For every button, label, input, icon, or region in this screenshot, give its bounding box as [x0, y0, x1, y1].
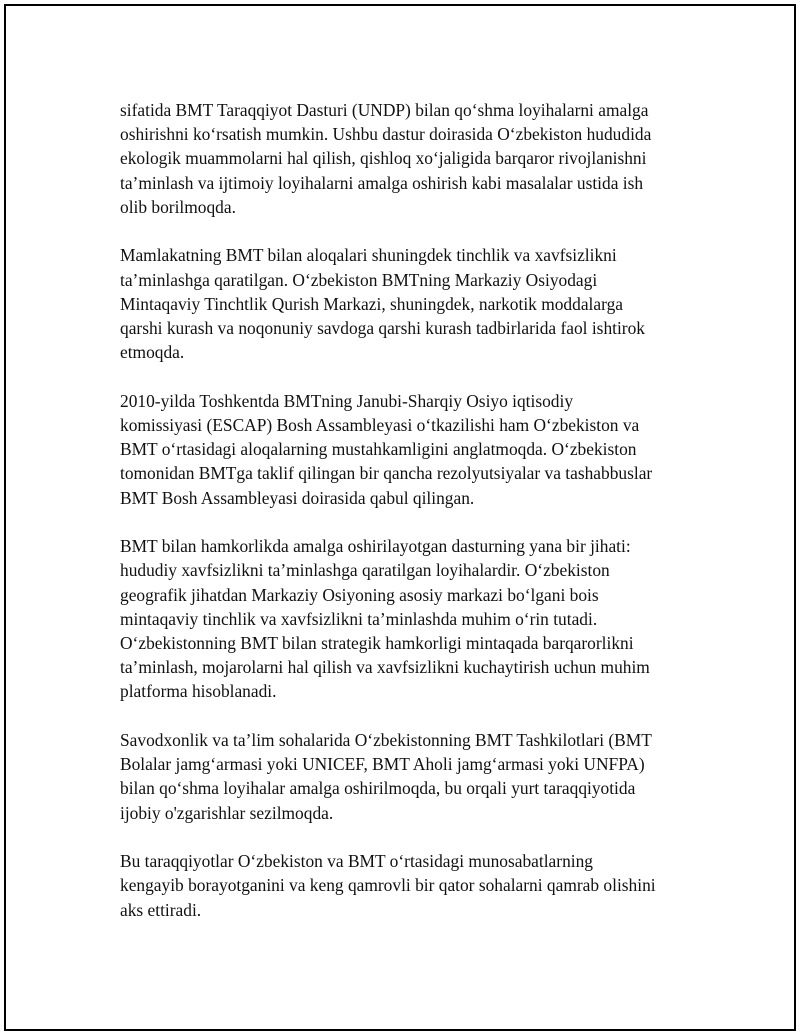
text-line: ekologik muammolarni hal qilish, qishloq xo‘jaligida barqaror rivojlanishni	[120, 148, 647, 169]
text-line: sifatida BMT Taraqqiyot Dasturi (UNDP) bilan qo‘shma loyihalarni amalga	[120, 100, 649, 120]
text-line: komissiyasi (ESCAP) Bosh Assambleyasi o‘tkazilishi ham O‘zbekiston va	[120, 415, 640, 436]
text-line: 2010-yilda Toshkentda BMTning Janubi-Sharqiy Osiyo iqtisodiy	[120, 390, 574, 411]
text-line: olib borilmoqda.	[120, 196, 236, 217]
text-line: BMT bilan hamkorlikda amalga oshirilayotgan dasturning yana bir jihati:	[120, 536, 631, 557]
paragraph-conclusion	[120, 849, 710, 922]
paragraph-regional-security	[120, 534, 710, 703]
text-line: geografik jihatdan Markaziy Osiyoning asosiy markazi bo‘lgani bois	[120, 584, 599, 605]
text-line: Bolalar jamg‘armasi yoki UNICEF, BMT Aholi jamg‘armasi yoki UNFPA)	[120, 754, 645, 775]
text-line: platforma hisoblanadi.	[120, 681, 277, 702]
text-line: BMT o‘rtasidagi aloqalarning mustahkamligini anglatmoqda. O‘zbekiston	[120, 439, 637, 460]
page-frame	[4, 4, 796, 1031]
paragraph-undp-projects	[120, 98, 710, 219]
text-line: tomonidan BMTga taklif qilingan bir qancha rezolyutsiyalar va tashabbuslar	[120, 463, 653, 484]
text-line: O‘zbekistonning BMT bilan strategik hamkorligi mintaqada barqarorlikni	[120, 633, 634, 654]
paragraph-education	[120, 728, 710, 825]
document-body	[120, 98, 710, 946]
text-line: qarshi kurash va noqonuniy savdoga qarshi kurash tadbirlarida faol ishtirok	[120, 318, 645, 339]
text-line: etmoqda.	[120, 342, 185, 363]
text-line: hududiy xavfsizlikni ta’minlashga qaratilgan loyihalardir. O‘zbekiston	[120, 560, 610, 581]
text-line: ta’minlashga qaratilgan. O‘zbekiston BMTning Markaziy Osiyodagi	[120, 269, 598, 290]
text-line: aks ettiradi.	[120, 899, 202, 920]
text-line: mintaqaviy tinchlik va xavfsizlikni ta’minlashda muhim o‘rin tutadi.	[120, 608, 598, 629]
text-line: Bu taraqqiyotlar O‘zbekiston va BMT o‘rtasidagi munosabatlarning	[120, 851, 593, 872]
text-line: Mamlakatning BMT bilan aloqalari shuningdek tinchlik va xavfsizlikni	[120, 245, 617, 266]
text-line: Mintaqaviy Tinchtlik Qurish Markazi, shuningdek, narkotik moddalarga	[120, 293, 623, 314]
text-line: bilan qo‘shma loyihalar amalga oshirilmoqda, bu orqali yurt taraqqiyotida	[120, 778, 636, 799]
text-line: ta’minlash, mojarolarni hal qilish va xavfsizlikni kuchaytirish uchun muhim	[120, 657, 650, 678]
text-line: BMT Bosh Assambleyasi doirasida qabul qilingan.	[120, 487, 475, 508]
paragraph-escap-assembly	[120, 389, 710, 510]
text-line: Savodxonlik va ta’lim sohalarida O‘zbekistonning BMT Tashkilotlari (BMT	[120, 730, 652, 751]
paragraph-peace-security	[120, 243, 710, 364]
text-line: kengayib borayotganini va keng qamrovli bir qator sohalarni qamrab olishini	[120, 875, 656, 896]
text-line: ta’minlash va ijtimoiy loyihalarni amalga oshirish kabi masalalar ustida ish	[120, 172, 644, 193]
text-line: oshirishni ko‘rsatish mumkin. Ushbu dastur doirasida O‘zbekiston hududida	[120, 124, 652, 145]
text-line: ijobiy o'zgarishlar sezilmoqda.	[120, 802, 334, 823]
